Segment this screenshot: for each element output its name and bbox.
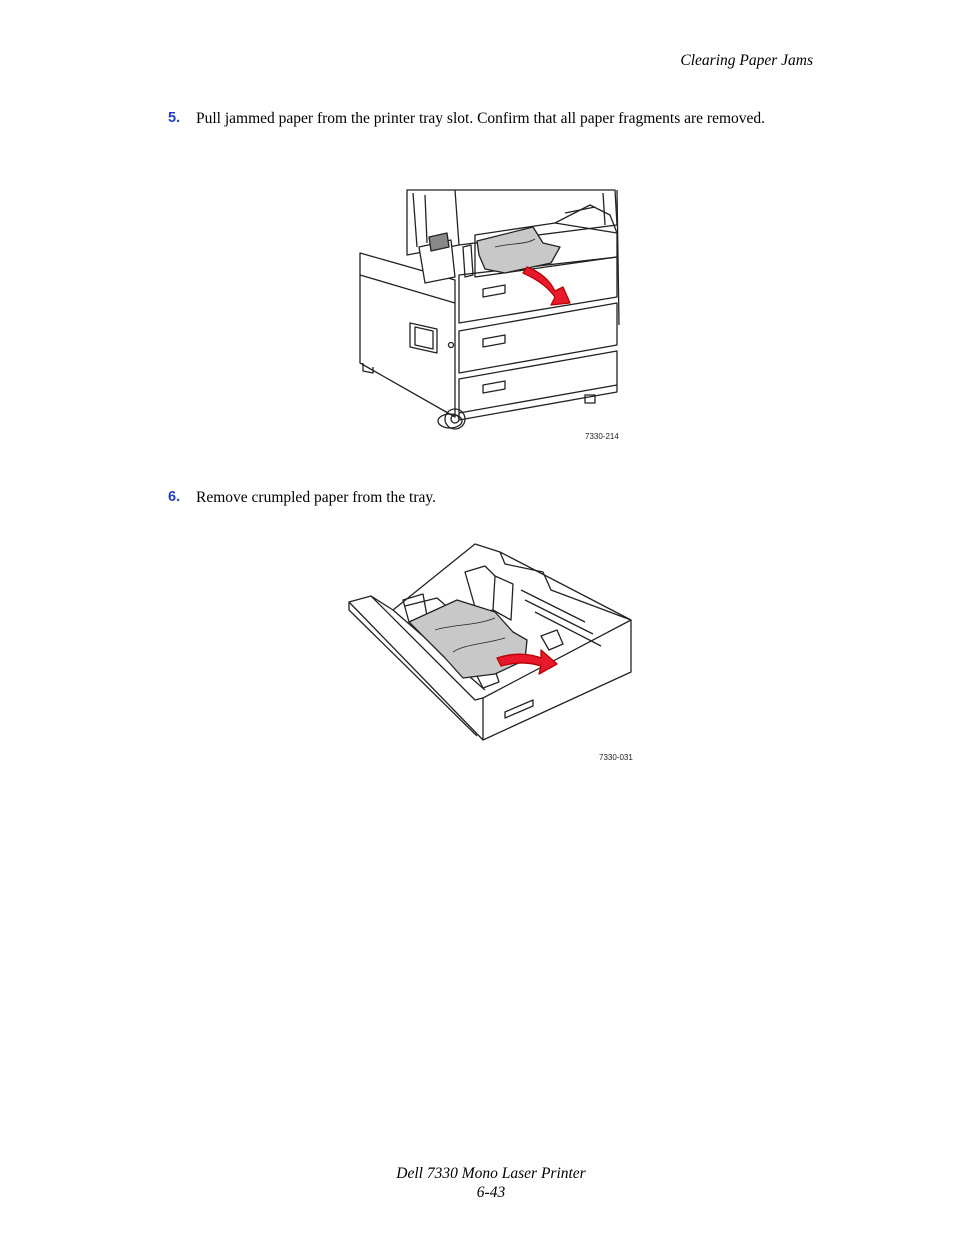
step-number: 5. (168, 110, 181, 126)
page-footer (0, 1164, 954, 1202)
product-name: Dell 7330 Mono Laser Printer (396, 1165, 586, 1182)
figure-printer-jam (355, 185, 630, 441)
paper-tray-crumpled-paper-illustration (345, 540, 637, 745)
section-title: Clearing Paper Jams (680, 52, 813, 69)
step-number: 6. (168, 489, 181, 505)
figure-label: 7330-214 (585, 432, 619, 441)
figure-tray-crumpled (345, 540, 637, 762)
pull-arrow (523, 267, 570, 305)
printer-tray-jam-illustration (355, 185, 630, 435)
step-text: Remove crumpled paper from the tray. (196, 489, 437, 506)
page-header (680, 52, 813, 70)
page-number: 6-43 (476, 1184, 506, 1201)
step-text: Pull jammed paper from the printer tray slot. Confirm that all paper fragments are removed. (196, 110, 766, 127)
figure-label: 7330-031 (599, 753, 633, 762)
